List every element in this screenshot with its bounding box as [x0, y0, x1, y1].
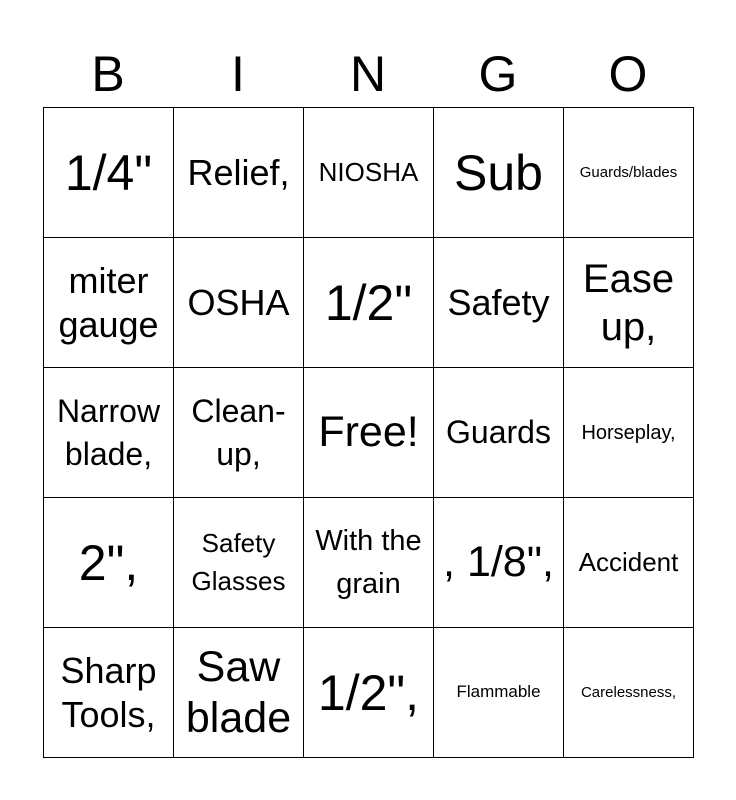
bingo-cell-b1[interactable] — [44, 108, 174, 238]
header-letter-b: B — [91, 46, 125, 102]
header-letter-o: O — [608, 46, 648, 102]
bingo-cell-text: Sub — [454, 144, 543, 201]
bingo-cell-b3[interactable] — [44, 368, 174, 498]
bingo-cell-text: Flammable — [456, 682, 541, 702]
bingo-header — [43, 40, 693, 108]
bingo-cell-text: Relief, — [187, 151, 290, 193]
bingo-cell-i5[interactable] — [174, 628, 304, 758]
bingo-cell-b2[interactable] — [44, 238, 174, 368]
bingo-cell-g5[interactable] — [434, 628, 564, 758]
bingo-cell-text: Horseplay, — [581, 421, 676, 444]
bingo-cell-text: miter gauge — [58, 259, 159, 345]
bingo-cell-text: Safety Glasses — [191, 527, 286, 596]
bingo-cell-n1[interactable] — [304, 108, 434, 238]
bingo-cell-o3[interactable] — [564, 368, 694, 498]
bingo-cell-o5[interactable] — [564, 628, 694, 758]
bingo-cell-text: 1/2", — [317, 664, 420, 721]
bingo-cell-i1[interactable] — [174, 108, 304, 238]
bingo-cell-o2[interactable] — [564, 238, 694, 368]
bingo-cell-n2[interactable] — [304, 238, 434, 368]
bingo-cell-text: Carelessness, — [580, 683, 677, 701]
bingo-cell-text: NIOSHA — [318, 156, 419, 187]
bingo-cell-text: 1/4" — [64, 144, 153, 201]
bingo-cell-g3[interactable] — [434, 368, 564, 498]
bingo-cell-i3[interactable] — [174, 368, 304, 498]
bingo-cell-text: With the grain — [315, 525, 422, 600]
bingo-cell-n5[interactable] — [304, 628, 434, 758]
bingo-cell-o1[interactable] — [564, 108, 694, 238]
bingo-cell-n4[interactable] — [304, 498, 434, 628]
bingo-cell-text: , 1/8", — [443, 538, 554, 587]
bingo-cell-text: Free! — [318, 408, 419, 457]
bingo-cell-text: Sharp Tools, — [60, 649, 157, 735]
bingo-cell-b5[interactable] — [44, 628, 174, 758]
bingo-cell-i4[interactable] — [174, 498, 304, 628]
bingo-board — [43, 107, 694, 758]
bingo-cell-text: Guards/blades — [579, 163, 678, 181]
bingo-cell-o4[interactable] — [564, 498, 694, 628]
bingo-cell-text: Accident — [578, 546, 679, 577]
bingo-cell-text: Ease up, — [582, 256, 675, 349]
bingo-cell-text: OSHA — [187, 281, 290, 323]
bingo-cell-g1[interactable] — [434, 108, 564, 238]
header-letter-g: G — [478, 46, 518, 102]
bingo-cell-text: 1/2" — [324, 274, 413, 331]
bingo-cell-text: 2", — [78, 534, 139, 591]
bingo-cell-text: Guards — [446, 414, 551, 451]
header-letter-n: N — [349, 46, 387, 102]
bingo-cell-i2[interactable] — [174, 238, 304, 368]
bingo-cell-g2[interactable] — [434, 238, 564, 368]
bingo-cell-text: Clean-up, — [191, 393, 286, 472]
bingo-cell-text: Saw blade — [185, 642, 292, 742]
bingo-cell-text: Safety — [447, 281, 550, 323]
bingo-cell-n3[interactable] — [304, 368, 434, 498]
bingo-cell-text: Narrow blade, — [56, 393, 161, 472]
header-letter-i: I — [231, 46, 245, 102]
bingo-cell-b4[interactable] — [44, 498, 174, 628]
bingo-cell-g4[interactable] — [434, 498, 564, 628]
